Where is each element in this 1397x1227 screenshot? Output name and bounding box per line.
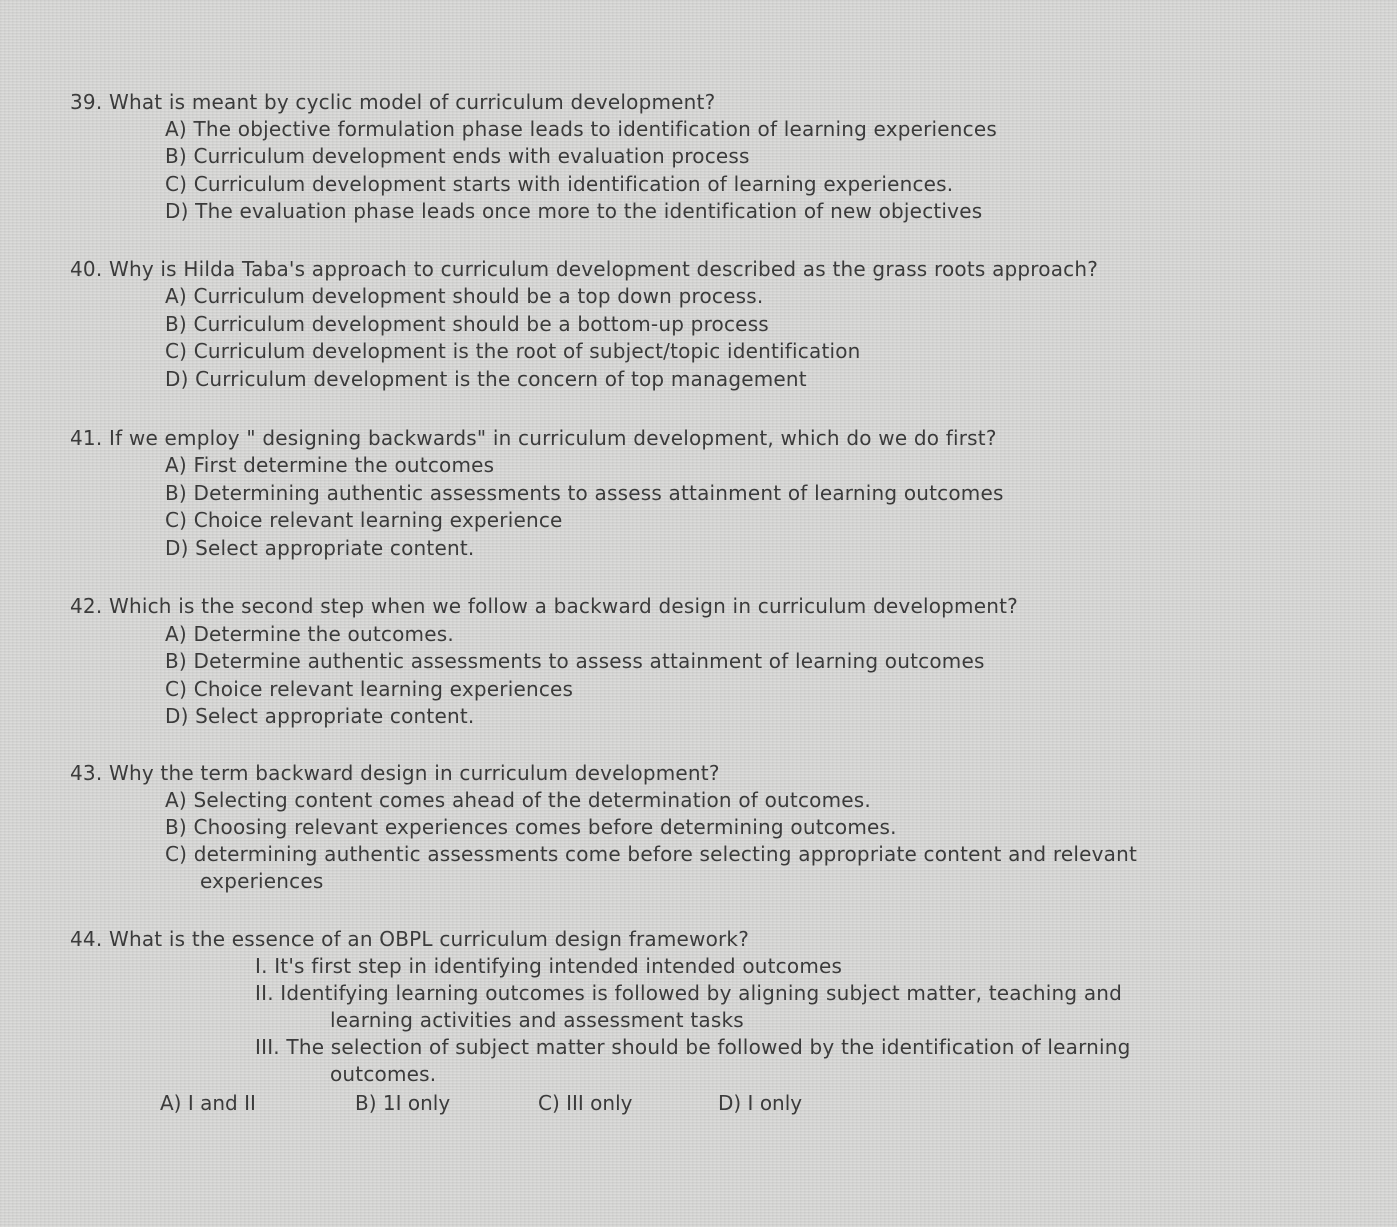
option-39-d: D) The evaluation phase leads once more to the identification of new objectives [165,199,983,223]
option-39-a: A) The objective formulation phase leads to identification of learning experiences [165,117,998,141]
choice-44-d: D) I only [718,1091,803,1115]
statement-ii: II. Identifying learning outcomes is followed by aligning subject matter, teaching and [255,981,1123,1005]
option-40-d: D) Curriculum development is the concern of top management [165,367,807,391]
choice-44-a: A) I and II [160,1091,256,1115]
option-42-b: B) Determine authentic assessments to assess attainment of learning outcomes [165,649,985,673]
statement-iii-continued: outcomes. [330,1062,437,1086]
statement-i: I. It's first step in identifying intended intended outcomes [255,954,843,978]
option-41-a: A) First determine the outcomes [165,453,495,477]
option-41-b: B) Determining authentic assessments to assess attainment of learning outcomes [165,481,1004,505]
option-39-c: C) Curriculum development starts with identification of learning experiences. [165,172,954,196]
question-stem: Why the term backward design in curriculum development? [108,761,720,785]
option-43-b: B) Choosing relevant experiences comes before determining outcomes. [165,815,897,839]
question-41 [70,425,997,451]
statement-iii: III. The selection of subject matter should be followed by the identification of learning [255,1035,1131,1059]
option-41-d: D) Select appropriate content. [165,536,475,560]
question-stem: Why is Hilda Taba's approach to curriculum development described as the grass roots approach? [108,257,1099,281]
option-42-d: D) Select appropriate content. [165,704,475,728]
question-number: 43. [70,761,103,785]
question-43 [70,760,720,786]
statement-ii-continued: learning activities and assessment tasks [330,1008,744,1032]
question-44 [70,926,749,952]
choice-44-c: C) III only [538,1091,633,1115]
question-stem: What is meant by cyclic model of curriculum development? [108,90,716,114]
option-43-a: A) Selecting content comes ahead of the determination of outcomes. [165,788,871,812]
option-41-c: C) Choice relevant learning experience [165,508,563,532]
option-43-c: C) determining authentic assessments come before selecting appropriate content and relevant [165,842,1138,866]
question-number: 40. [70,257,103,281]
option-39-b: B) Curriculum development ends with evaluation process [165,144,750,168]
question-number: 41. [70,426,103,450]
option-40-b: B) Curriculum development should be a bottom-up process [165,312,769,336]
option-40-c: C) Curriculum development is the root of subject/topic identification [165,339,861,363]
question-stem: If we employ " designing backwards" in curriculum development, which do we do first? [108,426,997,450]
choice-44-b: B) 1I only [355,1091,451,1115]
option-42-c: C) Choice relevant learning experiences [165,677,574,701]
option-43-c-continued: experiences [200,869,324,893]
option-42-a: A) Determine the outcomes. [165,622,454,646]
question-number: 44. [70,927,103,951]
question-stem: Which is the second step when we follow a backward design in curriculum development? [108,594,1018,618]
question-number: 39. [70,90,103,114]
question-39 [70,89,715,115]
question-40 [70,256,1098,282]
question-42 [70,593,1018,619]
question-number: 42. [70,594,103,618]
question-stem: What is the essence of an OBPL curriculum design framework? [108,927,750,951]
option-40-a: A) Curriculum development should be a top down process. [165,284,764,308]
